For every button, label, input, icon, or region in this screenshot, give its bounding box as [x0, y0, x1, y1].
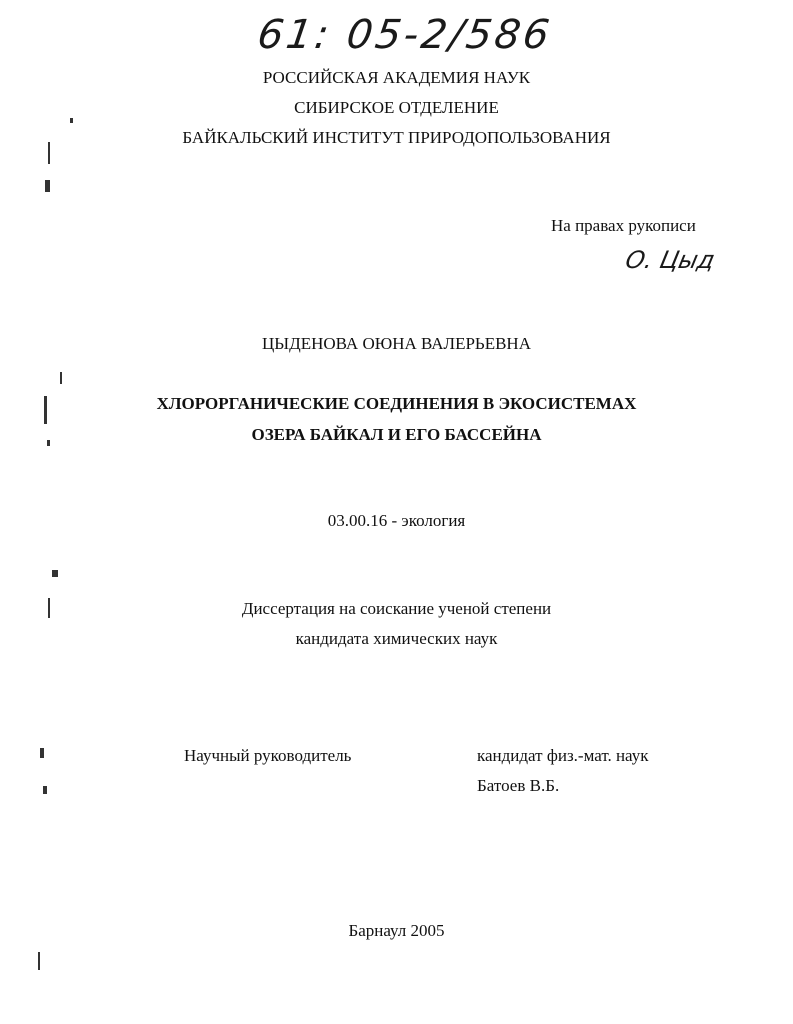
- place-year: Барнаул 2005: [348, 921, 445, 940]
- degree-line-2: кандидата химических наук: [295, 629, 498, 648]
- scan-speck: [44, 396, 47, 424]
- scan-speck: [38, 952, 40, 970]
- scan-speck: [60, 372, 62, 384]
- specialty: 03.00.16 - экология: [327, 511, 466, 530]
- signature: О. Цыд: [623, 246, 718, 274]
- archive-stamp: 61: 05-2/586: [254, 12, 555, 58]
- institution-line-1: РОССИЙСКАЯ АКАДЕМИЯ НАУК: [262, 68, 531, 87]
- institution-line-3: БАЙКАЛЬСКИЙ ИНСТИТУТ ПРИРОДОПОЛЬЗОВАНИЯ: [182, 128, 611, 147]
- degree-line-1: Диссертация на соискание ученой степени: [241, 599, 552, 618]
- institution-line-2: СИБИРСКОЕ ОТДЕЛЕНИЕ: [294, 98, 499, 117]
- title-line-1: ХЛОРОРГАНИЧЕСКИЕ СОЕДИНЕНИЯ В ЭКОСИСТЕМАХ: [156, 394, 637, 413]
- title-line-2: ОЗЕРА БАЙКАЛ И ЕГО БАССЕЙНА: [251, 425, 542, 444]
- scan-speck: [45, 180, 50, 192]
- scan-speck: [70, 118, 73, 123]
- scan-speck: [52, 570, 58, 577]
- scan-speck: [48, 142, 50, 164]
- supervisor-label: Научный руководитель: [184, 746, 352, 765]
- manuscript-note: На правах рукописи: [551, 216, 696, 235]
- supervisor-degree: кандидат физ.-мат. наук: [477, 746, 649, 765]
- scan-speck: [40, 748, 44, 758]
- author-name: ЦЫДЕНОВА ОЮНА ВАЛЕРЬЕВНА: [262, 334, 531, 353]
- scan-speck: [47, 440, 50, 446]
- supervisor-name: Батоев В.Б.: [477, 776, 560, 795]
- scan-speck: [43, 786, 47, 794]
- scan-speck: [48, 598, 50, 618]
